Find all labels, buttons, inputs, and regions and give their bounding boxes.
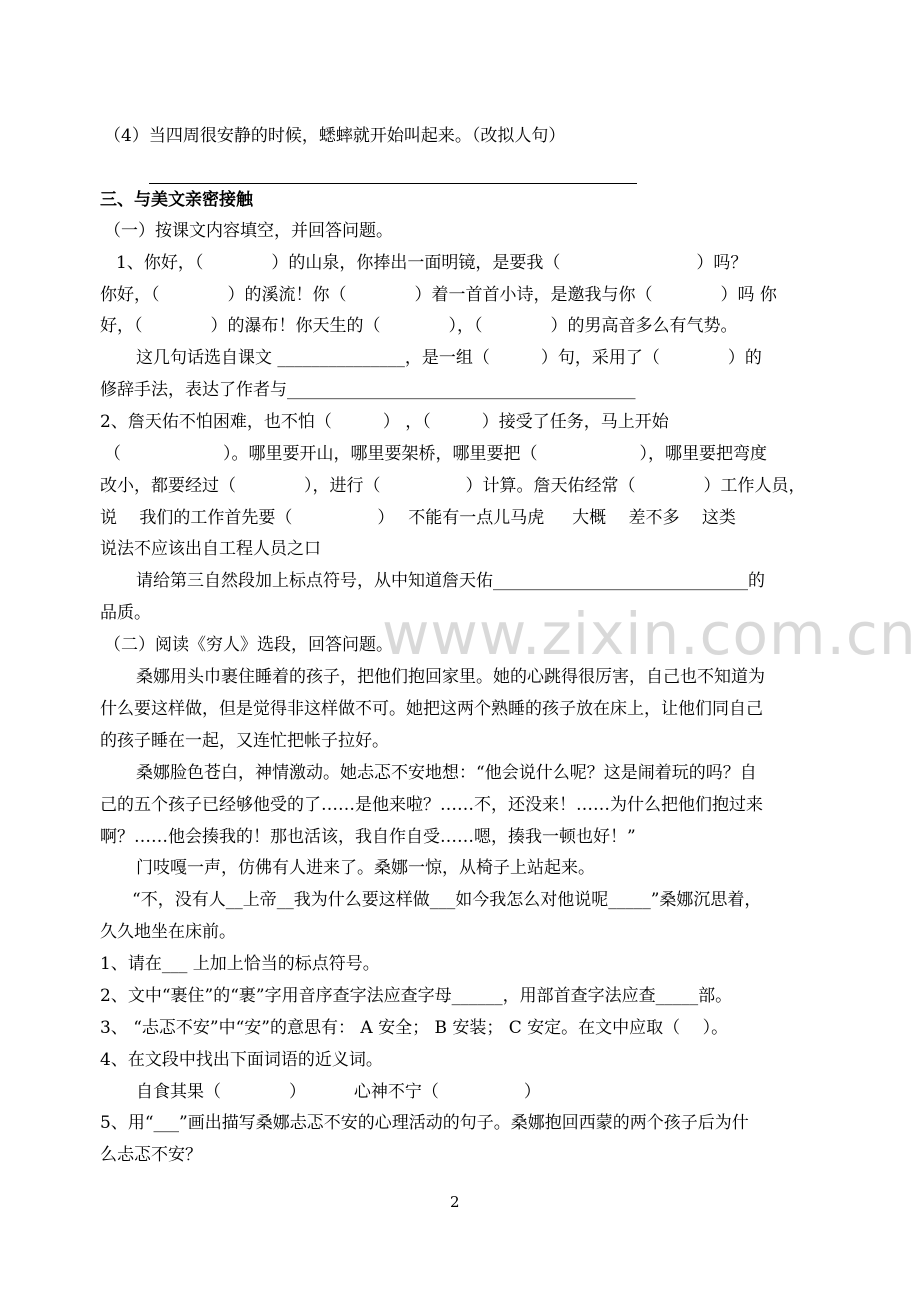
section-heading: 三、与美文亲密接触 [100,190,253,210]
text-line: 自食其果（ ） 心神不宁（ ） [136,1082,541,1102]
text-line: 桑娜用头巾裹住睡着的孩子，把他们抱回家里。她的心跳得很厉害，自己也不知道为 [136,667,765,687]
text-line: 桑娜脸色苍白，神情激动。她忐忑不安地想：“他会说什么呢？这是闹着玩的吗？自 [136,763,757,783]
watermark: www.zixin.com.cn [382,600,917,668]
text-line: 改小，都要经过（ ），进行（ ）计算。詹天佑经常（ ）工作人员， [100,476,806,496]
text-line: 什么要这样做，但是觉得非这样做不可。她把这两个熟睡的孩子放在床上，让他们同自己 [100,699,763,719]
text-line: 请给第三自然段加上标点符号，从中知道詹天佑______________________________的 [136,571,765,591]
text-line: 这几句话选自课文 _______________，是一组（ ）句，采用了（ ）的 [136,348,762,368]
text-line: 3、 “忐忑不安”中“安”的意思有： A 安全； B 安装； C 安定。在文中应取（ ）。 [100,1018,729,1038]
text-line: 己的五个孩子已经够他受的了……是他来啦？……不，还没来！……为什么把他们抱过来 [100,795,763,815]
text-line: 啊？……他会揍我的！那也活该，我自作自受……嗯，揍我一顿也好！” [100,827,636,847]
text-line: 么忐忑不安？ [100,1145,202,1165]
text-line: 品质。 [100,603,151,623]
text-line: （ ）。哪里要开山，哪里要架桥，哪里要把（ ），哪里要把弯度 [104,444,767,464]
text-line: 1、你好，（ ）的山泉，你捧出一面明镜，是要我（ ）吗？ [116,253,748,273]
text-line: 说 我们的工作首先要（ ） 不能有一点儿马虎 大概 差不多 这类 [100,508,736,528]
text-line: （4）当四周很安静的时候，蟋蟀就开始叫起来。（改拟人句） [104,126,566,146]
text-line: 2、詹天佑不怕困难，也不怕（ ） ，（ ）接受了任务，马上开始 [100,412,669,432]
text-line: （二）阅读《穷人》选段，回答问题。 [104,635,393,655]
text-line: 4、在文段中找出下面词语的近义词。 [100,1050,383,1070]
text-line: 1、请在___ 上加上恰当的标点符号。 [100,954,380,974]
text-line: 5、用“___”画出描写桑娜忐忑不安的心理活动的句子。桑娜抱回西蒙的两个孩子后为什 [100,1113,749,1133]
text-line: “不，没有人__上帝__我为什么要这样做___如今我怎么对他说呢_____”桑娜沉思着， [132,890,762,910]
text-line: 2、文中“裹住”的“裹”字用音序查字法应查字母______，用部首查字法应查_____部。 [100,986,733,1006]
text-line: 你好，（ ）的溪流！你（ ）着一首首小诗，是邀我与你（ ）吗 你 [100,285,777,305]
text-line: 门吱嘎一声，仿佛有人进来了。桑娜一惊，从椅子上站起来。 [136,858,595,878]
answer-line [149,183,637,184]
text-line: 的孩子睡在一起，又连忙把帐子拉好。 [100,731,389,751]
text-line: 久久地坐在床前。 [100,922,236,942]
page-number: 2 [450,1193,460,1211]
text-line: 说法不应该出自工程人员之口 [100,539,321,559]
text-line: 修辞手法，表达了作者与_________________________________________ [100,380,636,400]
text-line: （一）按课文内容填空，并回答问题。 [104,221,393,241]
text-line: 好，（ ）的瀑布！你天生的（ ），（ ）的男高音多么有气势。 [100,316,738,336]
